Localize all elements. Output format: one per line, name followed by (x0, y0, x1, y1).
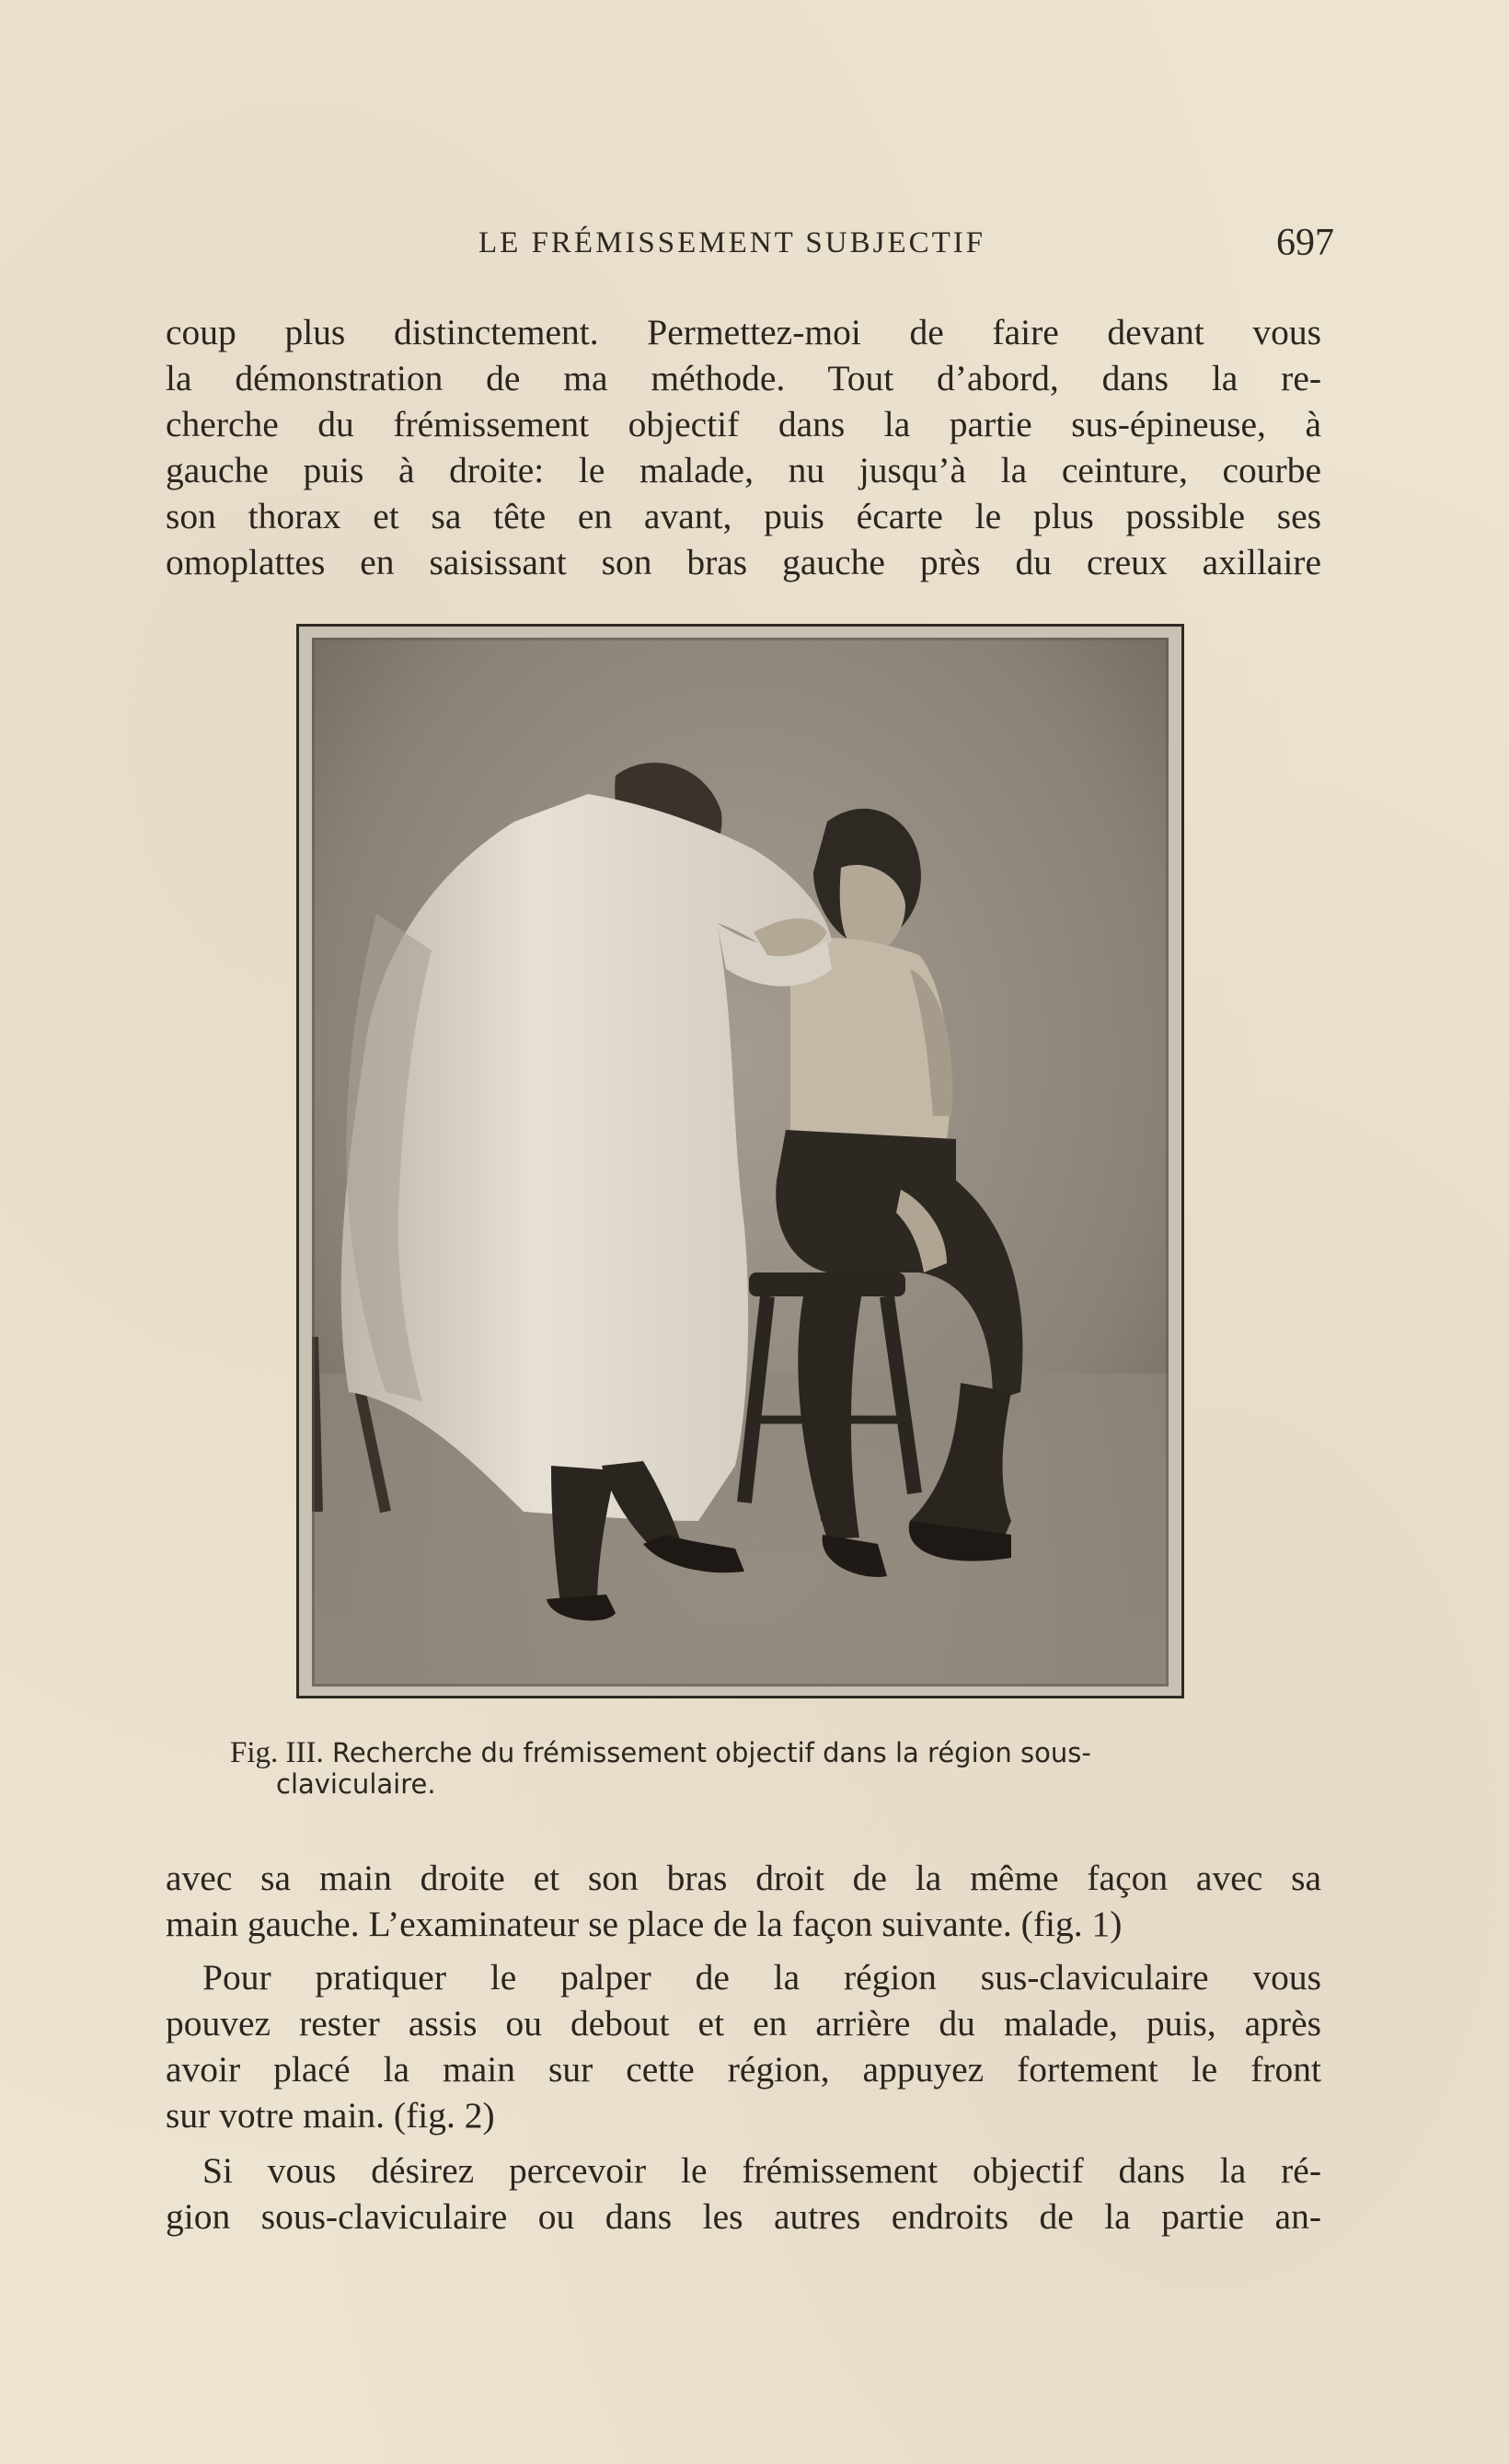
paragraph-2 (166, 1954, 1321, 2138)
paragraph-3 (166, 2147, 1321, 2239)
text-line: omoplattes en saisissant son bras gauche près du creux axillaire (166, 542, 1321, 582)
text-line: pouvez rester assis ou debout et en arrière du malade, puis, après (166, 2003, 1321, 2044)
page-number: 697 (1276, 222, 1334, 264)
paragraph-bottom (166, 1855, 1321, 1947)
text-line: avoir placé la main sur cette région, appuyez fortement le front (166, 2049, 1321, 2090)
text-line: coup plus distinctement. Permettez-moi de faire devant vous (166, 312, 1321, 352)
text-line: avec sa main droite et son bras droit de la même façon avec sa (166, 1858, 1321, 1898)
text-line: sur votre main. (fig. 2) (166, 2095, 495, 2136)
text-line: main gauche. L’examinateur se place de la façon suivante. (fig. 1) (166, 1904, 1123, 1944)
text-line: Pour pratiquer le palper de la région sus-claviculaire vous (202, 1957, 1321, 1998)
text-line: gauche puis à droite: le malade, nu jusqu’à la ceinture, courbe (166, 450, 1321, 490)
running-title: LE FRÉMISSEMENT SUBJECTIF (478, 226, 986, 259)
text-line: la démonstration de ma méthode. Tout d’abord, dans la re- (166, 358, 1321, 398)
page-header (166, 221, 1334, 267)
text-line: gion sous-claviculaire ou dans les autres endroits de la partie an- (166, 2196, 1321, 2237)
caption-label: Fig. III. (230, 1736, 324, 1769)
figure-photograph (296, 624, 1184, 1698)
caption-continuation: claviculaire. (276, 1768, 436, 1800)
figure-caption (230, 1737, 1297, 1800)
text-line: cherche du frémissement objectif dans la partie sus-épineuse, à (166, 404, 1321, 444)
paragraph-top (166, 309, 1321, 585)
text-line: son thorax et sa tête en avant, puis écarte le plus possible ses (166, 496, 1321, 536)
examination-photo (312, 638, 1169, 1687)
text-line: Si vous désirez percevoir le frémissement objectif dans la ré- (202, 2150, 1321, 2191)
caption-text: Recherche du frémissement objectif dans la région sous- (331, 1737, 1091, 1768)
